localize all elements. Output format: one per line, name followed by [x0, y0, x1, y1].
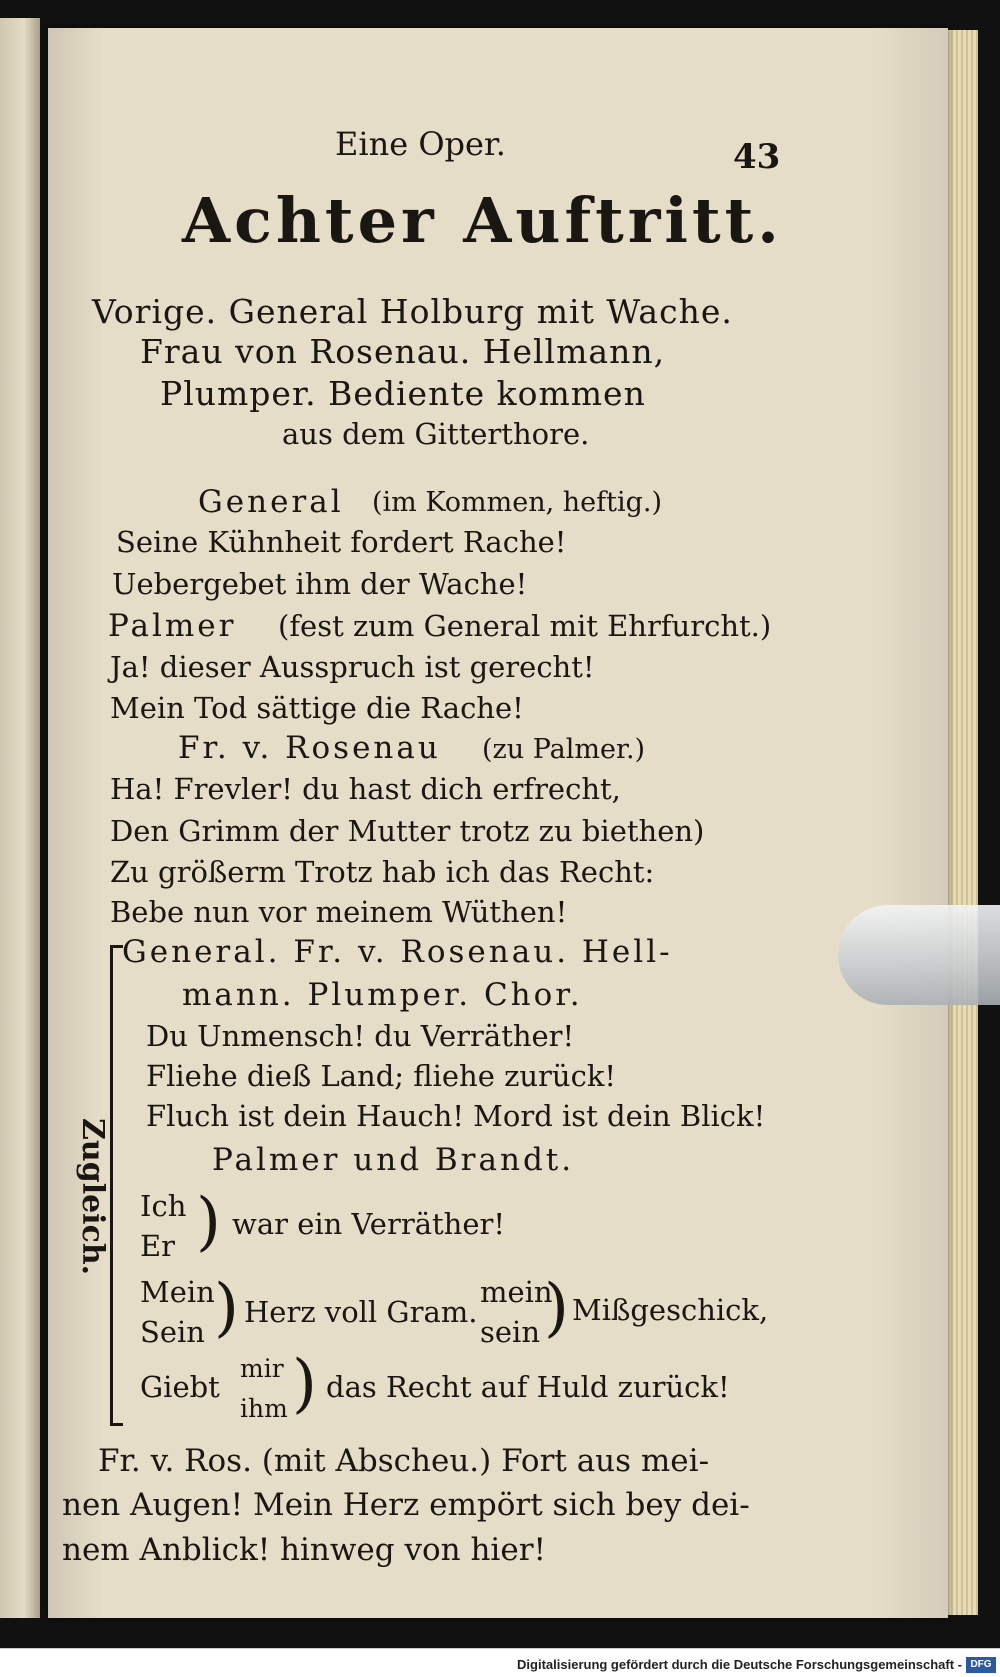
verse-line: Ja! dieser Ausspruch ist gerecht!	[110, 650, 595, 684]
verse-line: Fliehe dieß Land; fliehe zurück!	[146, 1059, 617, 1093]
brace-paren: )	[544, 1271, 569, 1345]
verse-word: Sein	[140, 1315, 205, 1349]
stage-direction-line: Vorige. General Holburg mit Wache.	[92, 292, 733, 331]
speaker-palmer: Palmer	[108, 608, 237, 644]
page-number: 43	[733, 137, 781, 177]
page-edges	[948, 30, 978, 1615]
verse-line: Den Grimm der Mutter trotz zu biethen)	[110, 814, 705, 848]
stage-direction: (fest zum General mit Ehrfurcht.)	[278, 609, 772, 643]
verse-line: das Recht auf Huld zurück!	[326, 1370, 730, 1404]
verse-line: Zu größerm Trotz hab ich das Recht:	[110, 855, 655, 889]
verse-word: Ich	[140, 1189, 187, 1223]
reading-tab	[838, 905, 1000, 1005]
speaker-general: General	[198, 484, 344, 520]
verse-line: Bebe nun vor meinem Wüthen!	[110, 895, 568, 929]
left-page-edge	[0, 18, 40, 1618]
verse-word: mein	[480, 1275, 553, 1309]
verse-word: sein	[480, 1315, 540, 1349]
dfg-logo: DFG	[966, 1657, 996, 1673]
verse-line: Ha! Frevler! du hast dich erfrecht,	[110, 772, 621, 806]
verse-line: Uebergebet ihm der Wache!	[112, 567, 528, 601]
stage-direction-line: Plumper. Bediente kommen	[160, 374, 646, 413]
verse-line: Herz voll Gram.	[244, 1295, 478, 1329]
speaker-duet: Palmer und Brandt.	[212, 1142, 575, 1178]
funding-credit: Digitalisierung gefördert durch die Deutsche Forschungsgemeinschaft -	[517, 1657, 962, 1672]
stage-direction-line: aus dem Gitterthore.	[282, 417, 590, 451]
verse-word: Mißgeschick,	[572, 1293, 769, 1327]
brace-paren: )	[214, 1271, 239, 1345]
speaker-ensemble: mann. Plumper. Chor.	[182, 977, 583, 1013]
verse-word: Mein	[140, 1275, 215, 1309]
verse-line: Seine Kühnheit fordert Rache!	[116, 525, 567, 559]
speaker-rosenau: Fr. v. Rosenau	[178, 730, 441, 766]
prose-line: nen Augen! Mein Herz empört sich bey dei-	[62, 1487, 750, 1523]
verse-line: war ein Verräther!	[232, 1207, 505, 1241]
brace-paren: )	[196, 1185, 221, 1259]
stage-direction: (im Kommen, heftig.)	[372, 487, 663, 518]
prose-line: nem Anblick! hinweg von hier!	[62, 1532, 546, 1568]
scene-title: Achter Auftritt.	[182, 184, 783, 257]
verse-word: ihm	[240, 1394, 288, 1423]
ensemble-bracket	[110, 945, 123, 1426]
prose-line: Fr. v. Ros. (mit Abscheu.) Fort aus mei-	[98, 1443, 710, 1479]
credit-footer	[0, 1648, 1000, 1677]
verse-word: Giebt	[140, 1370, 220, 1404]
verse-line: Mein Tod sättige die Rache!	[110, 691, 524, 725]
margin-note-zugleich: Zugleich.	[75, 1118, 110, 1276]
verse-word: Er	[140, 1229, 176, 1263]
running-title: Eine Oper.	[335, 125, 506, 163]
stage-direction-line: Frau von Rosenau. Hellmann,	[140, 332, 666, 371]
verse-word: mir	[240, 1354, 284, 1383]
brace-paren: )	[292, 1347, 317, 1421]
verse-line: Fluch ist dein Hauch! Mord ist dein Blick!	[146, 1099, 766, 1133]
stage-direction: (zu Palmer.)	[482, 734, 646, 765]
verse-line: Du Unmensch! du Verräther!	[146, 1019, 575, 1053]
speaker-ensemble: General. Fr. v. Rosenau. Hell-	[122, 934, 673, 970]
